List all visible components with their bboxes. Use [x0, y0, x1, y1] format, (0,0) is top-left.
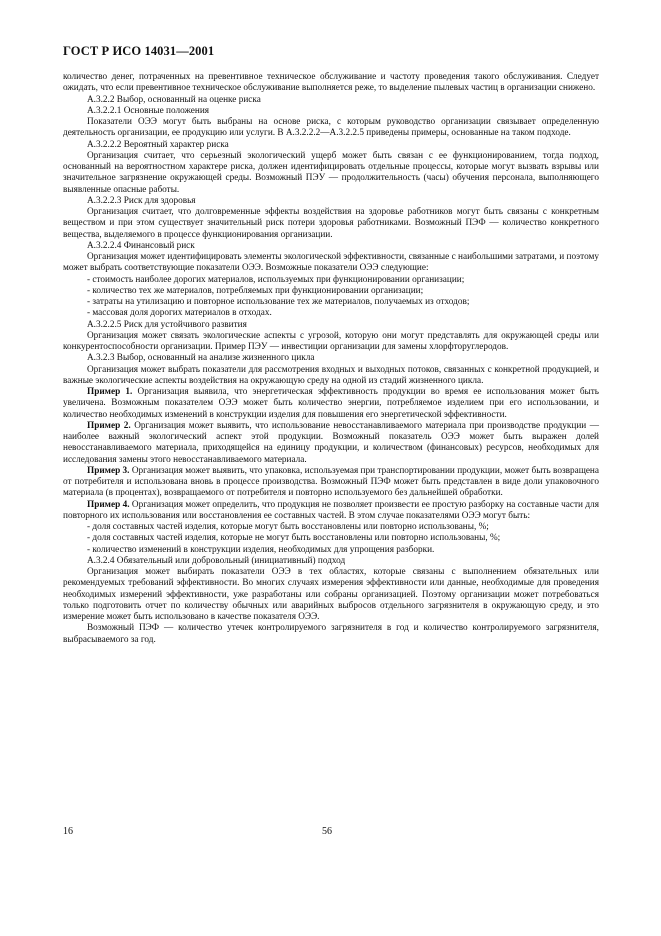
paragraph-text: А.3.2.4 Обязательный или добровольный (инициативный) подход	[87, 555, 346, 566]
list-item	[63, 533, 599, 544]
paragraph	[63, 207, 599, 241]
example-label: Пример 2.	[87, 420, 131, 431]
paragraph-text: количество денег, потраченных на превентивное техническое обслуживание и частоту проведения такого обслуживания. Следует ожидать, что если превентивное техническое обслуживание выполняется реже, то выделение пылевых частиц в организации снижено.	[63, 72, 599, 94]
paragraph-text: - количество изменений в конструкции изделия, необходимых для упрощения разборки.	[87, 544, 435, 555]
list-item	[63, 545, 599, 556]
paragraph-text: - доля составных частей изделия, которые могут быть восстановлены или повторно использованы, %;	[87, 522, 489, 532]
paragraph-text: Показатели ОЭЭ могут быть выбраны на основе риска, с которым руководство организации связывает определенную деятельность организации, ее продукцию или услуги. В А.3.2.2.2—А.3.2.2.5 приведены примеры, основанные на таком подходе.	[63, 117, 599, 139]
document-body	[63, 72, 599, 646]
paragraph-text: - затраты на утилизацию и повторное использование тех же материалов, получаемых из отходов;	[87, 297, 470, 307]
paragraph	[63, 623, 599, 646]
paragraph-text: А.3.2.2.5 Риск для устойчивого развития	[87, 319, 247, 330]
paragraph-text: - массовая доля дорогих материалов в отходах.	[87, 308, 272, 319]
list-item	[63, 308, 599, 319]
paragraph	[63, 320, 599, 331]
paragraph-text: А.3.2.2.3 Риск для здоровья	[87, 195, 196, 206]
paragraph	[63, 106, 599, 117]
example-label: Пример 1.	[87, 387, 133, 397]
paragraph-text: Организация может идентифицировать элементы экологической эффективности, связанные с наибольшими затратами, и поэтому может выбрать соответствующие показатели ОЭЭ. Возможные показатели ОЭЭ следующие:	[63, 252, 599, 274]
list-item	[63, 286, 599, 297]
paragraph	[63, 466, 599, 500]
paragraph-text: Организация может выявить, что упаковка, используемая при транспортировании продукции, может быть возвращена от потребителя и использована вновь в процессе производства. Возможный ПЭФ может быть представлен в виде доли упаковочного материала (в процентах), возвращаемого от потребителя и повторно используемого без дальнейшей обработки.	[63, 465, 599, 499]
paragraph	[63, 140, 599, 151]
paragraph-text: - доля составных частей изделия, которые не могут быть восстановлены или повторно использованы, %;	[87, 533, 501, 544]
paragraph-text: А.3.2.2.2 Вероятный характер риска	[87, 139, 229, 150]
paragraph-text: А.3.2.2.4 Финансовый риск	[87, 240, 195, 251]
paragraph	[63, 151, 599, 196]
paragraph	[63, 421, 599, 466]
example-label: Пример 4.	[87, 499, 130, 510]
paragraph-text: Организация считает, что серьезный экологический ущерб может быть связан с ее функционированием, тогда подход, основанный на вероятностном характере риска, должен идентифицировать отдельные процессы, которые могут вызвать взрывы или значительное загрязнение окружающей среды. Возможный ПЭУ — продолжительность (часы) обучения персонала, выполняющего выявленные опасные работы.	[63, 150, 599, 195]
list-item	[63, 275, 599, 286]
paragraph	[63, 331, 599, 354]
page-number-center: 56	[322, 826, 332, 837]
paragraph-text: Организация считает, что долговременные эффекты воздействия на здоровье работников могут быть связаны с конкретным веществом и при этом существует значительный риск потери здоровья работниками. Возможный ПЭФ — количество конкретного вещества, выделяемого в процессе функционирования организации.	[63, 207, 599, 240]
paragraph	[63, 556, 599, 567]
paragraph-text: Организация выявила, что энергетическая эффективность продукции во время ее использования может быть увеличена. Возможным показателем ОЭЭ может быть количество энергии, потребляемое изделием при его использовании, и количество необходимых изменений в конструкции изделия для повышения его энергетической эффективности.	[63, 387, 599, 420]
paragraph-text: Организация может определить, что продукция не позволяет произвести ее простую разборку на составные части для повторного их использования или восстановления ее составных частей. В этом случае показателями ОЭЭ могут быть:	[63, 499, 599, 521]
paragraph-text: Организация может связать экологические аспекты с угрозой, которую они могут представлять для окружающей среды или конкурентоспособности организации. Пример ПЭУ — инвестиции организации для замены хлорфторуглеродов.	[63, 330, 599, 352]
example-label: Пример 3.	[87, 465, 130, 476]
paragraph	[63, 365, 599, 388]
paragraph-text: А.3.2.3 Выбор, основанный на анализе жизненного цикла	[87, 353, 315, 364]
paragraph	[63, 567, 599, 623]
paragraph	[63, 353, 599, 364]
paragraph	[63, 241, 599, 252]
paragraph	[63, 196, 599, 207]
paragraph	[63, 117, 599, 140]
paragraph	[63, 500, 599, 523]
paragraph	[63, 387, 599, 421]
paragraph-text: Организация может выбрать показатели для рассмотрения входных и выходных потоков, связанных с конкретной продукцией, и важные экологические аспекты воздействия на окружающую среду на одной из стадий жизненного цикла.	[63, 364, 599, 386]
paragraph-text: А.3.2.2 Выбор, основанный на оценке риска	[87, 94, 261, 105]
paragraph	[63, 252, 599, 275]
paragraph-text: Организация может выбирать показатели ОЭЭ в тех областях, которые связаны с выполнением обязательных или рекомендуемых требований эффективности. Во многих случаях измерения эффективности или данные, необходимые для проведения необходимых измерений эффективности, уже разработаны или собраны организацией. Поэтому организации может потребоваться только подготовить отчет по количеству обычных или аварийных выбросов отдельного загрязнителя в окружающую среду, и это измерение может быть использовано в качестве показателя ОЭЭ.	[63, 567, 599, 622]
paragraph-text: Организация может выявить, что использование невосстанавливаемого материала при производстве продукции — наиболее важный экологический аспект этой продукции. Возможный показатель ОЭЭ может быть выражен долей невосстанавливаемого материала, приходящейся на единицу продукции, и количеством (финансовых) ресурсов, необходимых для исследования замены этого невосстанавливаемого материала.	[63, 420, 599, 465]
list-item	[63, 297, 599, 308]
paragraph	[63, 95, 599, 106]
paragraph-text: А.3.2.2.1 Основные положения	[87, 105, 210, 116]
page-number-left: 16	[63, 826, 73, 837]
paragraph-text: - стоимость наиболее дорогих материалов, используемых при функционировании организации;	[87, 274, 465, 285]
list-item	[63, 522, 599, 533]
paragraph	[63, 72, 599, 95]
paragraph-text: Возможный ПЭФ — количество утечек контролируемого загрязнителя в год и количество контролируемого загрязнителя, выбрасываемого за год.	[63, 623, 599, 645]
paragraph-text: - количество тех же материалов, потребляемых при функционировании организации;	[87, 285, 424, 296]
document-header: ГОСТ Р ИСО 14031—2001	[63, 44, 215, 58]
